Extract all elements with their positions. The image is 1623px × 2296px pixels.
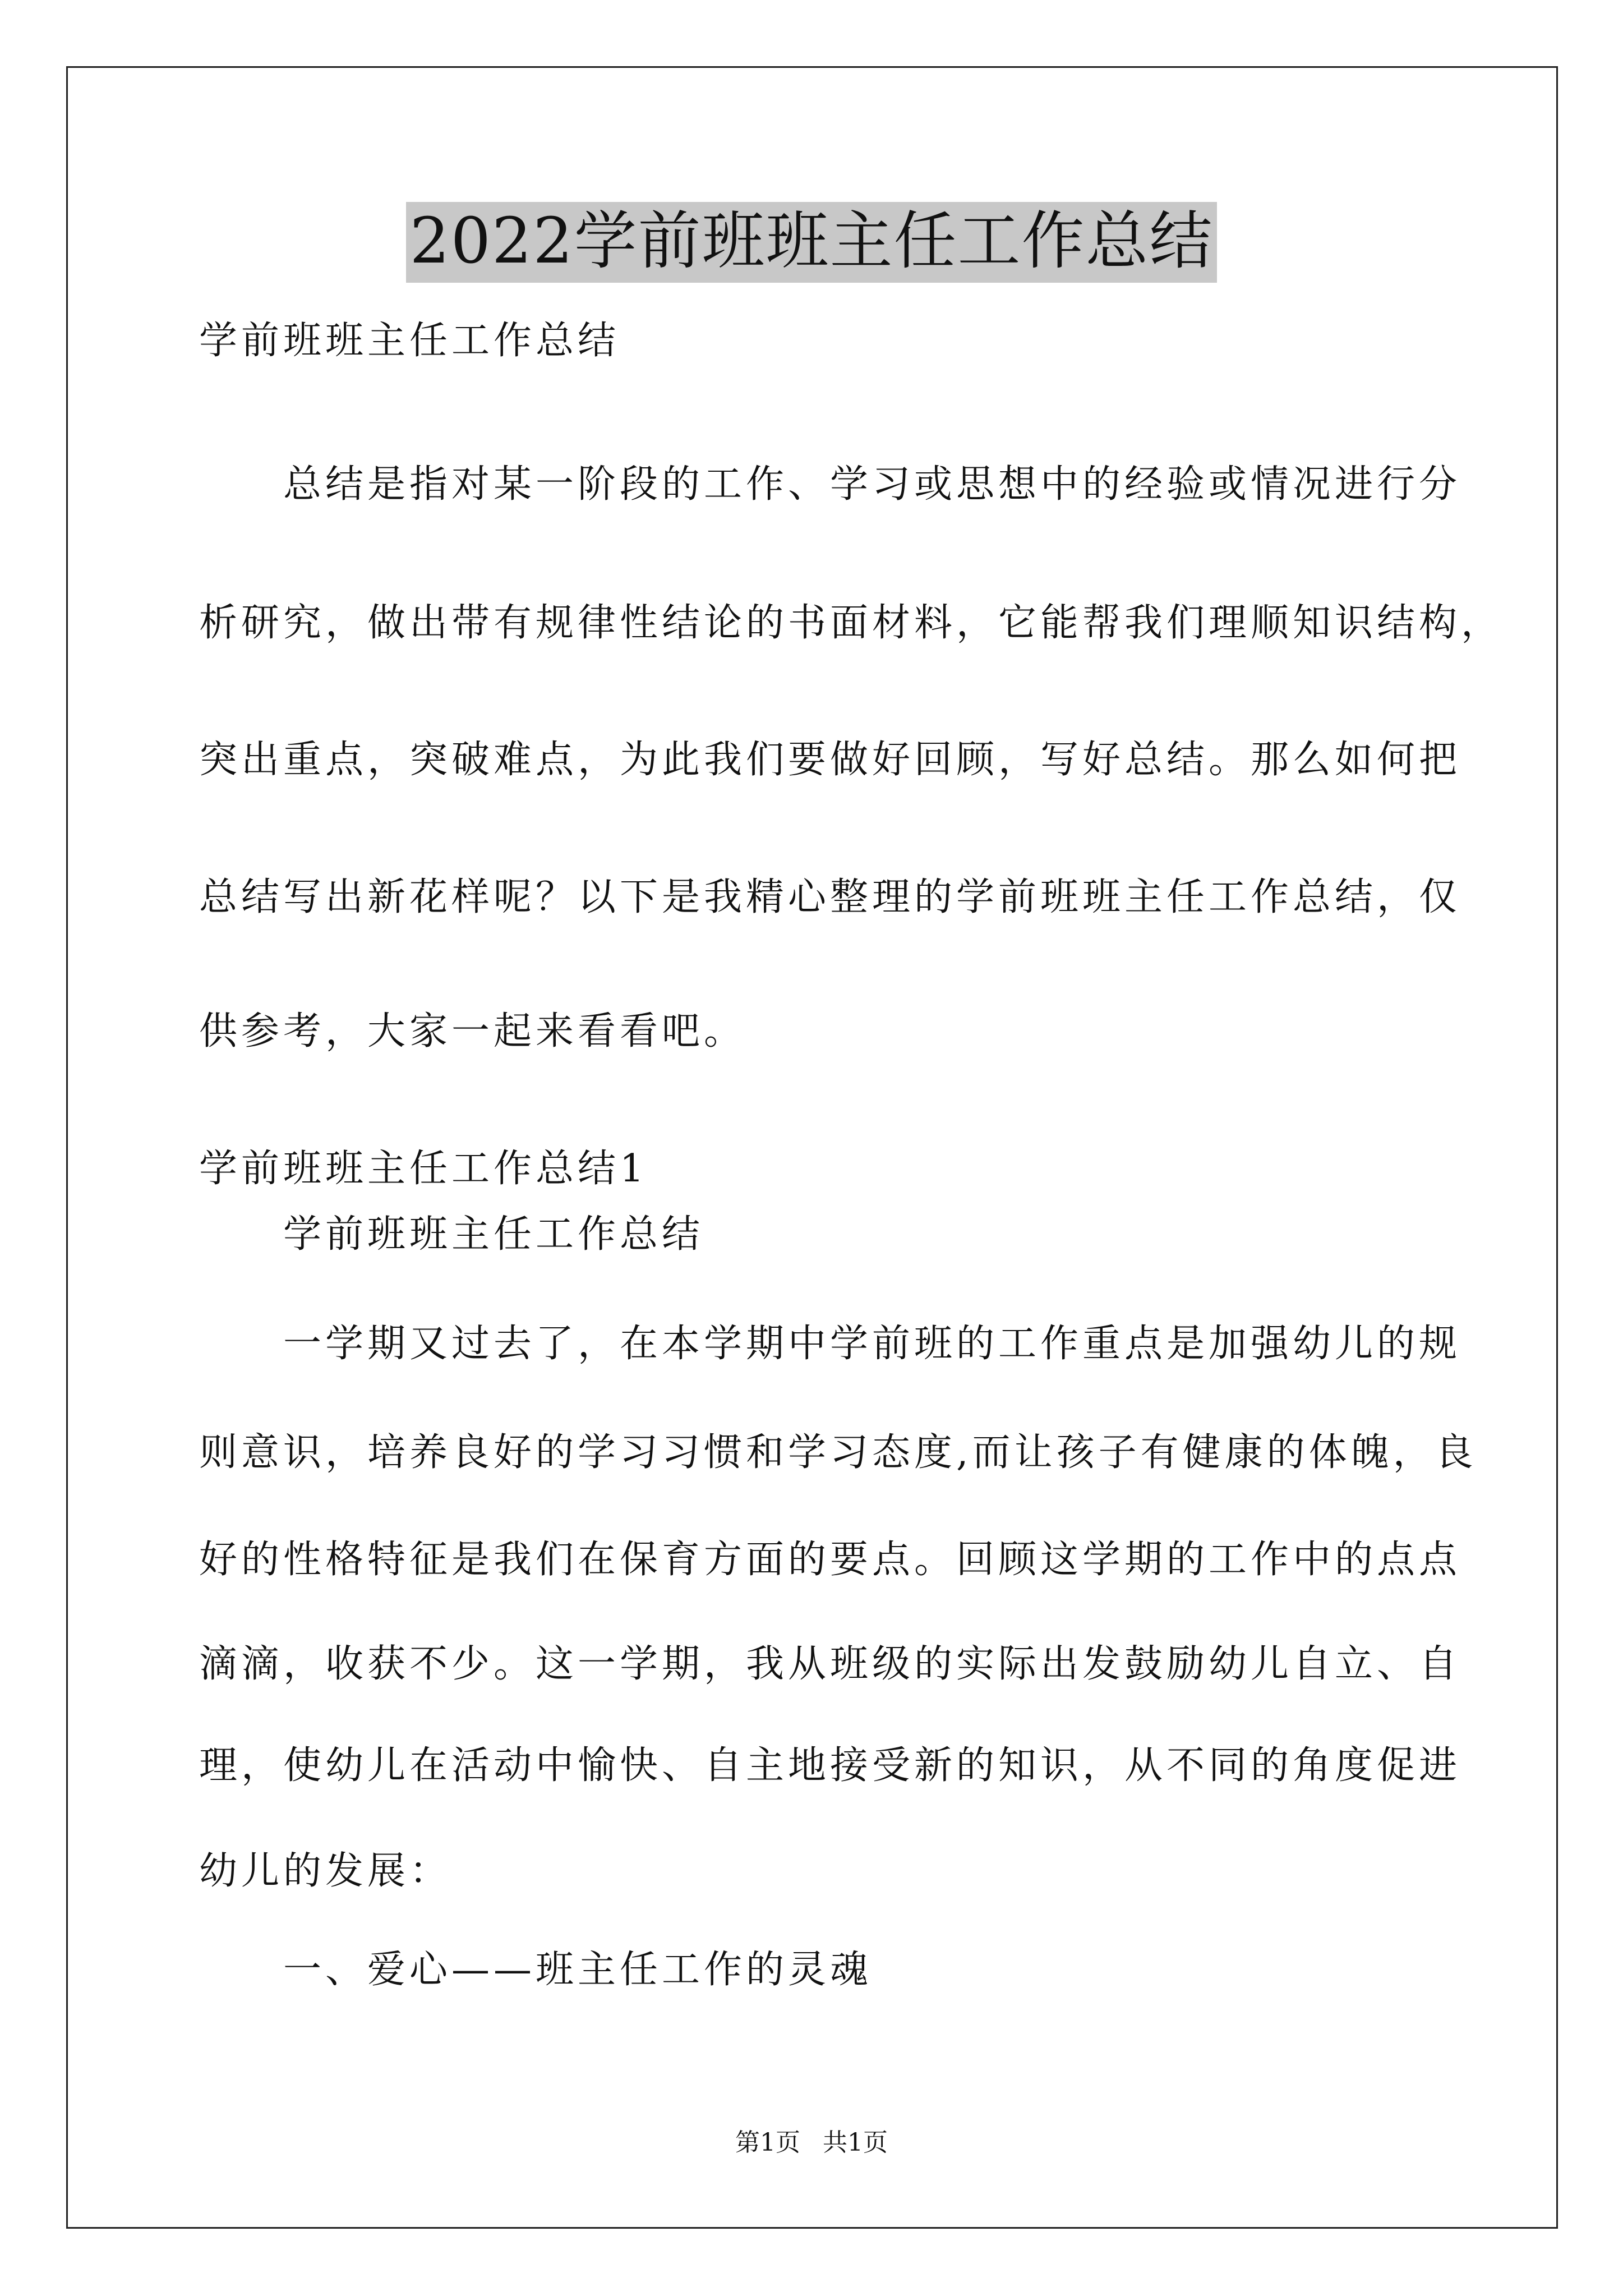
- document-title: [0, 202, 1623, 283]
- page-number-total: 共1页: [823, 2128, 888, 2157]
- body-line-1: 一学期又过去了，在本学期中学前班的工作重点是加强幼儿的规: [283, 1322, 1461, 1366]
- intro-line-2: 析研究，做出带有规律性结论的书面材料，它能帮我们理顺知识结构，: [199, 601, 1504, 645]
- page-footer: [0, 2128, 1623, 2157]
- section-heading-love: 一、爱心——班主任工作的灵魂: [283, 1948, 873, 1992]
- intro-line-3: 突出重点，突破难点，为此我们要做好回顾，写好总结。那么如何把: [199, 738, 1461, 782]
- body-line-5: 理，使幼儿在活动中愉快、自主地接受新的知识，从不同的角度促进: [199, 1743, 1461, 1788]
- intro-line-5: 供参考，大家一起来看看吧。: [199, 1009, 746, 1053]
- page-number-current: 第1页: [735, 2128, 800, 2157]
- intro-line-4: 总结写出新花样呢？以下是我精心整理的学前班班主任工作总结，仅: [199, 875, 1461, 919]
- subheading-summary: 学前班班主任工作总结: [283, 1212, 704, 1257]
- heading-summary-1: 学前班班主任工作总结1: [199, 1147, 648, 1191]
- body-line-6: 幼儿的发展：: [199, 1849, 452, 1893]
- intro-line-1: 总结是指对某一阶段的工作、学习或思想中的经验或情况进行分: [283, 462, 1461, 507]
- body-line-3: 好的性格特征是我们在保育方面的要点。回顾这学期的工作中的点点: [199, 1538, 1461, 1582]
- document-title-text: 2022学前班班主任工作总结: [406, 202, 1216, 283]
- heading-summary: 学前班班主任工作总结: [199, 319, 620, 363]
- body-line-4: 滴滴，收获不少。这一学期，我从班级的实际出发鼓励幼儿自立、自: [199, 1642, 1461, 1686]
- body-line-2: 则意识，培养良好的学习习惯和学习态度,而让孩子有健康的体魄，良: [199, 1430, 1477, 1475]
